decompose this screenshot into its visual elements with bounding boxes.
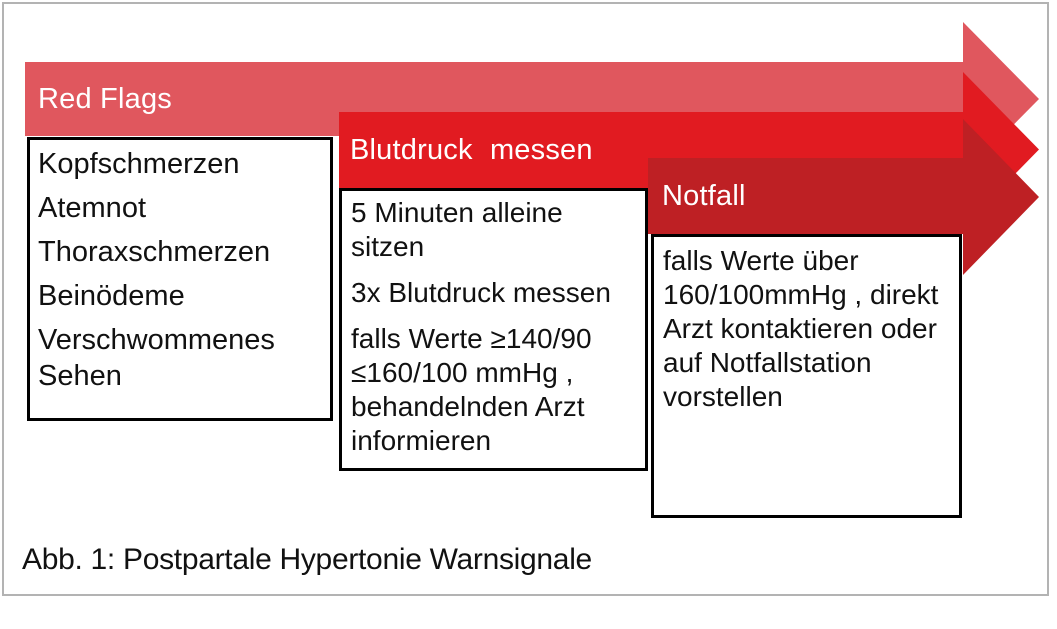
blutdruck-messen-box	[339, 188, 648, 471]
symptom-atemnot: Atemnot	[38, 192, 146, 224]
symptom-beinoedeme: Beinödeme	[38, 280, 185, 312]
symptom-kopfschmerzen: Kopfschmerzen	[38, 148, 240, 180]
red-flags-box	[27, 137, 333, 421]
symptom-thoraxschmerzen: Thoraxschmerzen	[38, 236, 271, 268]
instruction-messen: 3x Blutdruck messen	[351, 277, 611, 308]
figure-caption: Abb. 1: Postpartale Hypertonie Warnsignale	[22, 543, 592, 576]
instruction-sitzen: 5 Minuten alleine sitzen	[351, 197, 563, 262]
blutdruck-messen-label: Blutdruck messen	[350, 133, 593, 166]
instruction-notfall: falls Werte über 160/100mmHg , direkt Arzt kontaktieren oder auf Notfallstation vorstellen	[663, 245, 939, 412]
red-flags-label: Red Flags	[38, 82, 172, 115]
instruction-arzt-informieren: falls Werte ≥140/90 ≤160/100 mmHg , behandelnden Arzt informieren	[351, 323, 592, 456]
notfall-label: Notfall	[662, 179, 746, 212]
symptom-verschwommenes-sehen: Verschwommenes Sehen	[38, 324, 275, 392]
notfall-arrow-band	[648, 158, 963, 234]
notfall-box	[651, 234, 962, 518]
